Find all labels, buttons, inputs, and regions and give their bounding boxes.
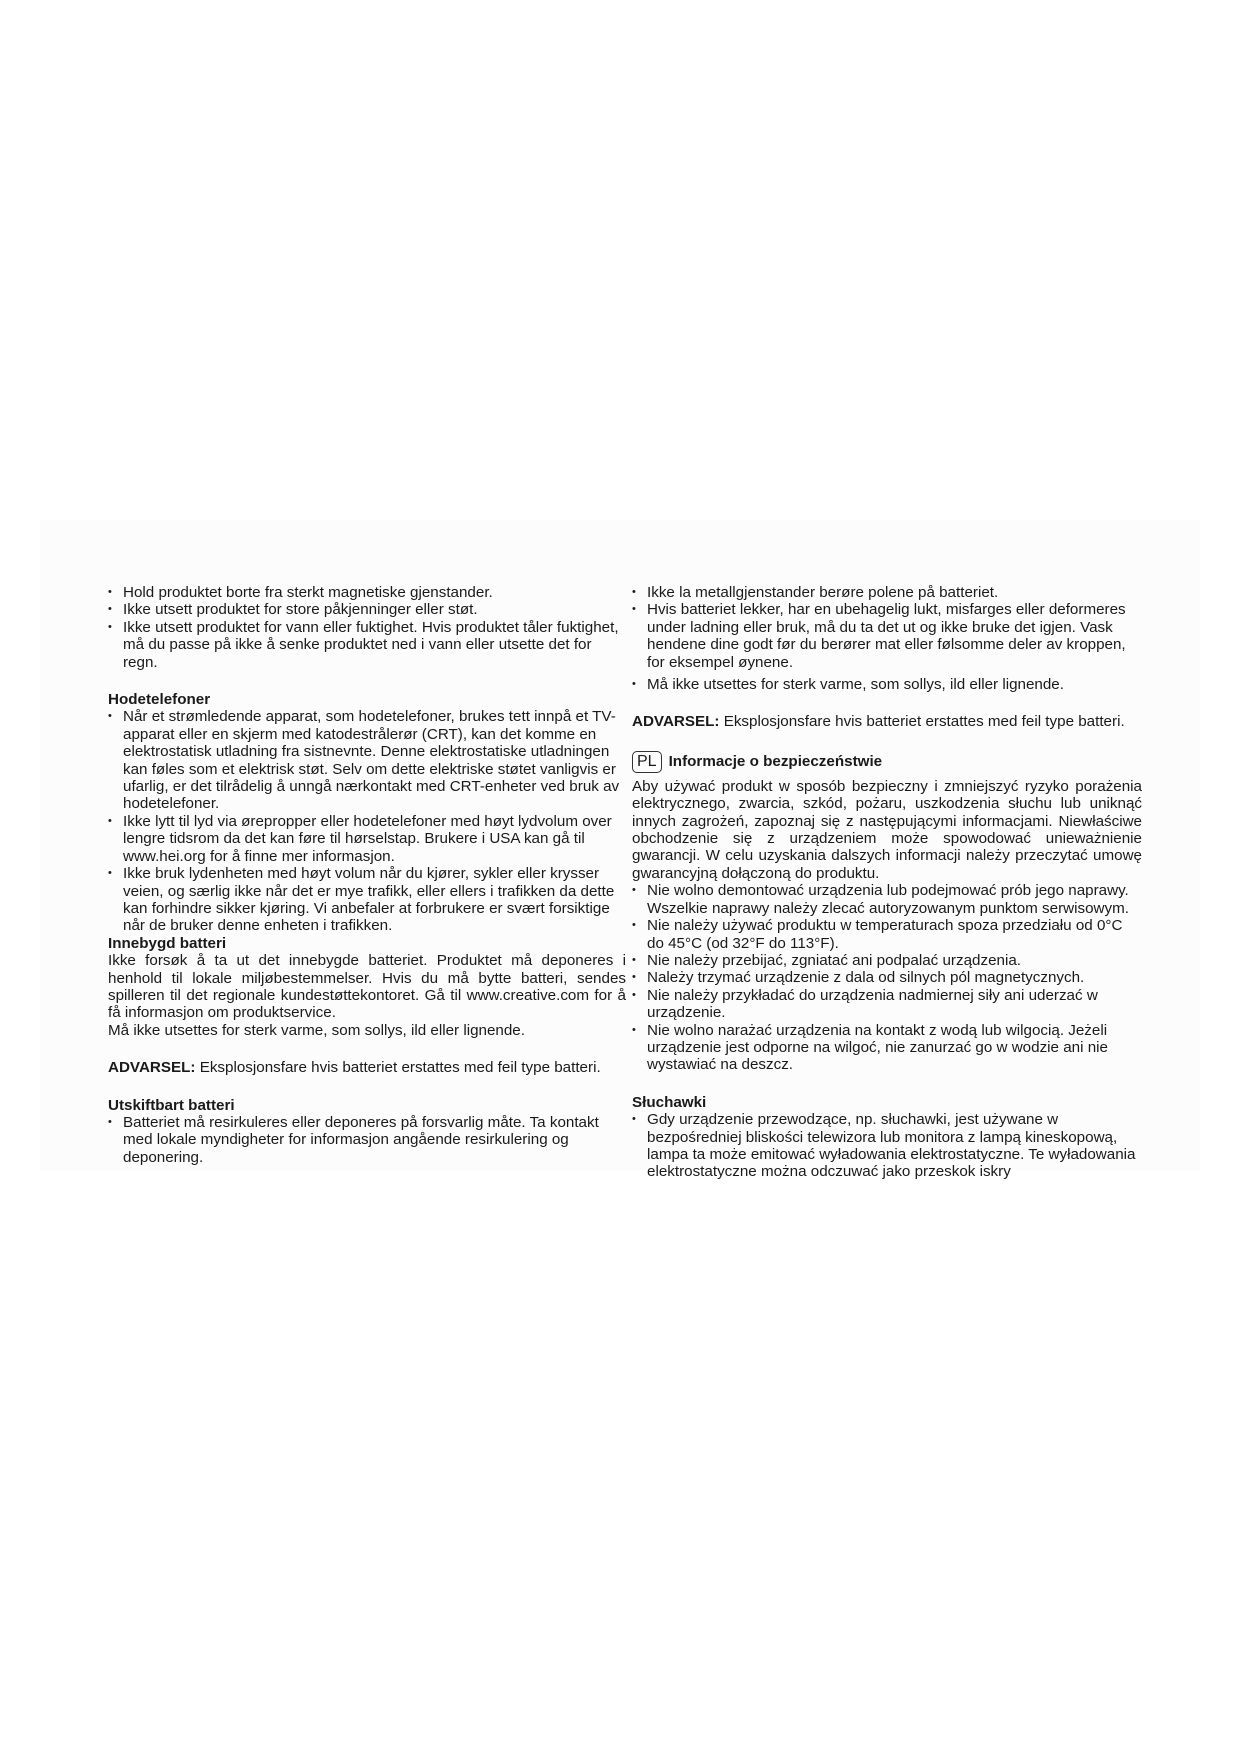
left-top-bullet-list — [108, 584, 626, 671]
warning-paragraph — [632, 713, 1142, 730]
list-item: • Nie wolno demontować urządzenia lub podejmować prób jego naprawy. Wszelkie naprawy należy zlecać autoryzowanym punktom serwisowym. — [632, 882, 1142, 917]
polish-headphones-bullet-list — [632, 1111, 1142, 1181]
builtin-battery-paragraph: Ikke forsøk å ta ut det innebygde batteriet. Produktet må deponeres i henhold til lokale miljøbestemmelser. Hvis du må bytte batteri, sendes spilleren til det regionale kundestøttekontoret. Gå til www.creative.com for å få informasjon om produktservice. — [108, 952, 626, 1022]
builtin-battery-heat-paragraph: Må ikke utsettes for sterk varme, som sollys, ild eller lignende. — [108, 1021, 525, 1039]
warning-label: ADVARSEL: — [632, 713, 720, 731]
left-column — [108, 584, 626, 1166]
polish-intro-paragraph: Aby używać produkt w sposób bezpieczny i zmniejszyć ryzyko porażenia elektrycznego, zwarcia, szkód, pożaru, uszkodzenia słuchu lub uniknąć innych zagrożeń, zapoznaj się z następującymi informacjami. Niewłaściwe obchodzenie się z urządzeniem może spowodować unieważnienie gwarancji. W celu uzyskania dalszych informacji należy przeczytać umowę gwarancyjną dołączoną do produktu. — [632, 777, 1142, 882]
list-item: • Hold produktet borte fra sterkt magnetiske gjenstander. — [108, 584, 626, 601]
language-badge-pl: PL — [632, 751, 662, 773]
list-item: • Nie należy przykładać do urządzenia nadmiernej siły ani uderzać w urządzenie. — [632, 987, 1142, 1022]
list-item: • Batteriet må resirkuleres eller deponeres på forsvarlig måte. Ta kontakt med lokale myndigheter for informasjon angående resirkulering og deponering. — [108, 1114, 626, 1166]
warning-label: ADVARSEL: — [108, 1059, 196, 1077]
left-headphones-bullet-list — [108, 708, 626, 934]
list-item: • Ikke bruk lydenheten med høyt volum når du kjører, sykler eller krysser veien, og særlig ikke når det er mye trafikk, eller ellers i trafikken da dette kan forhindre sikker kjøring. Vi anbefaler at forbrukere er svært forsiktige når de bruker denne enheten i trafikken. — [108, 865, 626, 935]
section-heading-innebygd-batteri: Innebygd batteri — [108, 934, 227, 952]
section-heading-utskiftbart-batteri: Utskiftbart batteri — [108, 1096, 235, 1114]
warning-text: Eksplosjonsfare hvis batteriet erstattes med feil type batteri. — [195, 1059, 601, 1077]
section-heading-sluchawki: Słuchawki — [632, 1093, 707, 1111]
warning-text: Eksplosjonsfare hvis batteriet erstattes med feil type batteri. — [719, 713, 1125, 731]
polish-bullet-list — [632, 882, 1142, 1073]
list-item: • Må ikke utsettes for sterk varme, som sollys, ild eller lignende. — [632, 676, 1142, 693]
section-heading-hodetelefoner: Hodetelefoner — [108, 691, 211, 709]
list-item: • Hvis batteriet lekker, har en ubehagelig lukt, misfarges eller deformeres under ladning eller bruk, må du ta det ut og ikke bruke det igjen. Vask hendene dine godt før du berører mat eller følsomme deler av kroppen, for eksempel øynene. — [632, 601, 1142, 671]
list-item: • Należy trzymać urządzenie z dala od silnych pól magnetycznych. — [632, 969, 1142, 986]
list-item: • Ikke la metallgjenstander berøre polene på batteriet. — [632, 584, 1142, 601]
list-item: • Når et strømledende apparat, som hodetelefoner, brukes tett innpå et TV-apparat eller en skjerm med katodestrålerør (CRT), kan det komme en elektrostatisk utladning fra sistnevnte. Denne elektrostatiske utladningen kan føles som et elektrisk støt. Selv om dette elektriske støtet vanligvis er ufarlig, er det tilrådelig å unngå nærkontakt med CRT-enheter ved bruk av hodetelefoner. — [108, 708, 626, 812]
list-item: • Gdy urządzenie przewodzące, np. słuchawki, jest używane w bezpośredniej bliskości telewizora lub monitora z lampą kineskopową, lampa ta może emitować wyładowania elektrostatyczne. Te wyładowania elektrostatyczne można odczuwać jako przeskok iskry — [632, 1111, 1142, 1181]
warning-paragraph — [108, 1059, 626, 1076]
list-item: • Ikke utsett produktet for vann eller fuktighet. Hvis produktet tåler fuktighet, må du passe på ikke å senke produktet ned i vann eller utsette det for regn. — [108, 619, 626, 671]
list-item: • Nie należy przebijać, zgniatać ani podpalać urządzenia. — [632, 952, 1142, 969]
list-item: • Ikke lytt til lyd via ørepropper eller hodetelefoner med høyt lydvolum over lengre tidsrom da det kan føre til hørselstap. Brukere i USA kan gå til www.hei.org for å finne mer informasjon. — [108, 813, 626, 865]
list-item: • Nie wolno narażać urządzenia na kontakt z wodą lub wilgocią. Jeżeli urządzenie jest odporne na wilgoć, nie zanurzać go w wodzie ani nie wystawiać na deszcz. — [632, 1022, 1142, 1074]
right-column — [632, 584, 1142, 1181]
list-item: • Nie należy używać produktu w temperaturach spoza przedziału od 0°C do 45°C (od 32°F do 113°F). — [632, 917, 1142, 952]
list-item: • Ikke utsett produktet for store påkjenninger eller støt. — [108, 601, 626, 618]
polish-section-header — [632, 751, 1142, 773]
right-top-bullet-list — [632, 584, 1142, 693]
section-heading-informacje: Informacje o bezpieczeństwie — [668, 753, 883, 771]
left-replaceable-bullet-list — [108, 1114, 626, 1166]
